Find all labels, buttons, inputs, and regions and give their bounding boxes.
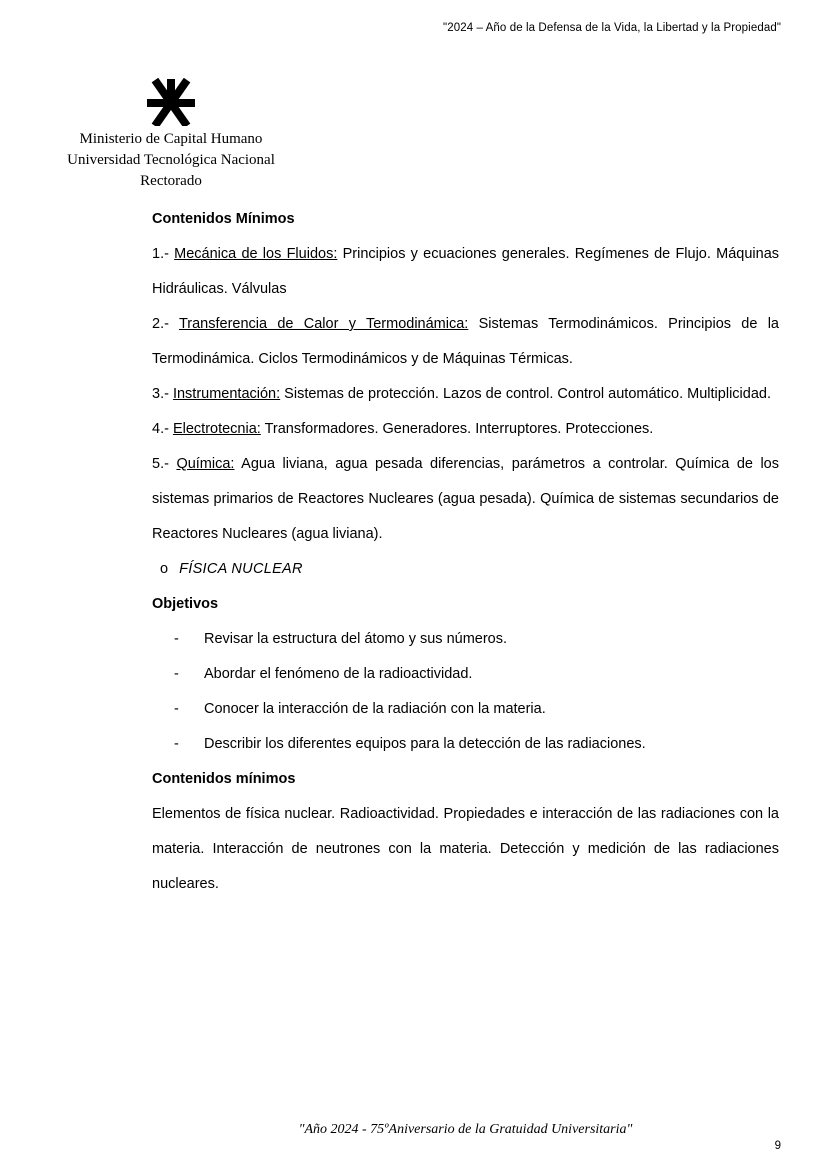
course-min-contents-text: Elementos de física nuclear. Radioactividad. Propiedades e interacción de las radiaciones con la materia. Interacción de neutrones con la materia. Detección y medición de las radiaciones nucleares. (152, 806, 779, 892)
item-text: Agua liviana, agua pesada diferencias, parámetros a controlar. Química de los sistemas primarios de Reactores Nucleares (agua pesada). Química de sistemas secundarios de Reactores Nucleares (agua liviana). (152, 456, 779, 542)
course-bullet: o (160, 561, 169, 577)
letterhead-ministry: Ministerio de Capital Humano (79, 131, 263, 147)
objective-text: Revisar la estructura del átomo y sus números. (204, 631, 508, 647)
header-motto: "2024 – Año de la Defensa de la Vida, la Libertad y la Propiedad" (443, 22, 781, 34)
item-text: Transformadores. Generadores. Interruptores. Protecciones. (260, 421, 654, 437)
letterhead (62, 78, 280, 192)
item-title: Electrotecnia: (172, 421, 261, 437)
item-text: Sistemas de protección. Lazos de control. Control automático. Multiplicidad. (280, 386, 771, 402)
page-number: 9 (774, 1140, 781, 1152)
course-min-contents-heading: Contenidos mínimos (152, 771, 296, 787)
item-title: Mecánica de los Fluidos: (174, 246, 338, 262)
item-number: 5.- (152, 456, 177, 472)
item-number: 3.- (152, 386, 173, 402)
objective-item-2 (152, 657, 779, 692)
item-text: Sistemas Termodinámicos. Principios de la Termodinámica. Ciclos Termodinámicos y de Máquinas Térmicas. (152, 316, 779, 367)
item-title: Instrumentación: (172, 386, 281, 402)
numbered-item-2 (152, 307, 779, 377)
objective-item-3 (152, 692, 779, 727)
letterhead-university: Universidad Tecnológica Nacional (67, 152, 275, 168)
item-text: Principios y ecuaciones generales. Regímenes de Flujo. Máquinas Hidráulicas. Válvulas (152, 246, 780, 297)
dash-bullet: - (174, 701, 179, 717)
numbered-item-1 (152, 237, 779, 307)
utn-logo-icon (147, 78, 195, 126)
objectives-heading: Objetivos (152, 596, 219, 612)
objective-item-4 (152, 727, 779, 762)
dash-bullet: - (174, 736, 179, 752)
course-name: FÍSICA NUCLEAR (179, 561, 303, 577)
objective-item-1 (152, 622, 779, 657)
numbered-item-3 (152, 377, 779, 412)
dash-bullet: - (174, 666, 179, 682)
objective-text: Describir los diferentes equipos para la detección de las radiaciones. (204, 736, 646, 752)
letterhead-rectorado: Rectorado (140, 173, 202, 189)
numbered-item-5 (152, 447, 779, 552)
item-title: Transferencia de Calor y Termodinámica: (178, 316, 469, 332)
objective-text: Abordar el fenómeno de la radioactividad. (204, 666, 473, 682)
section-heading-contenidos-minimos: Contenidos Mínimos (152, 211, 295, 227)
item-number: 4.- (152, 421, 173, 437)
footer-motto: "Año 2024 - 75ºAniversario de la Gratuidad Universitaria" (298, 1122, 633, 1137)
document-body (152, 202, 779, 902)
item-number: 2.- (152, 316, 179, 332)
objective-text: Conocer la interacción de la radiación con la materia. (204, 701, 546, 717)
course-title (152, 552, 779, 587)
dash-bullet: - (174, 631, 179, 647)
numbered-item-4 (152, 412, 779, 447)
item-number: 1.- (152, 246, 175, 262)
item-title: Química: (176, 456, 235, 472)
